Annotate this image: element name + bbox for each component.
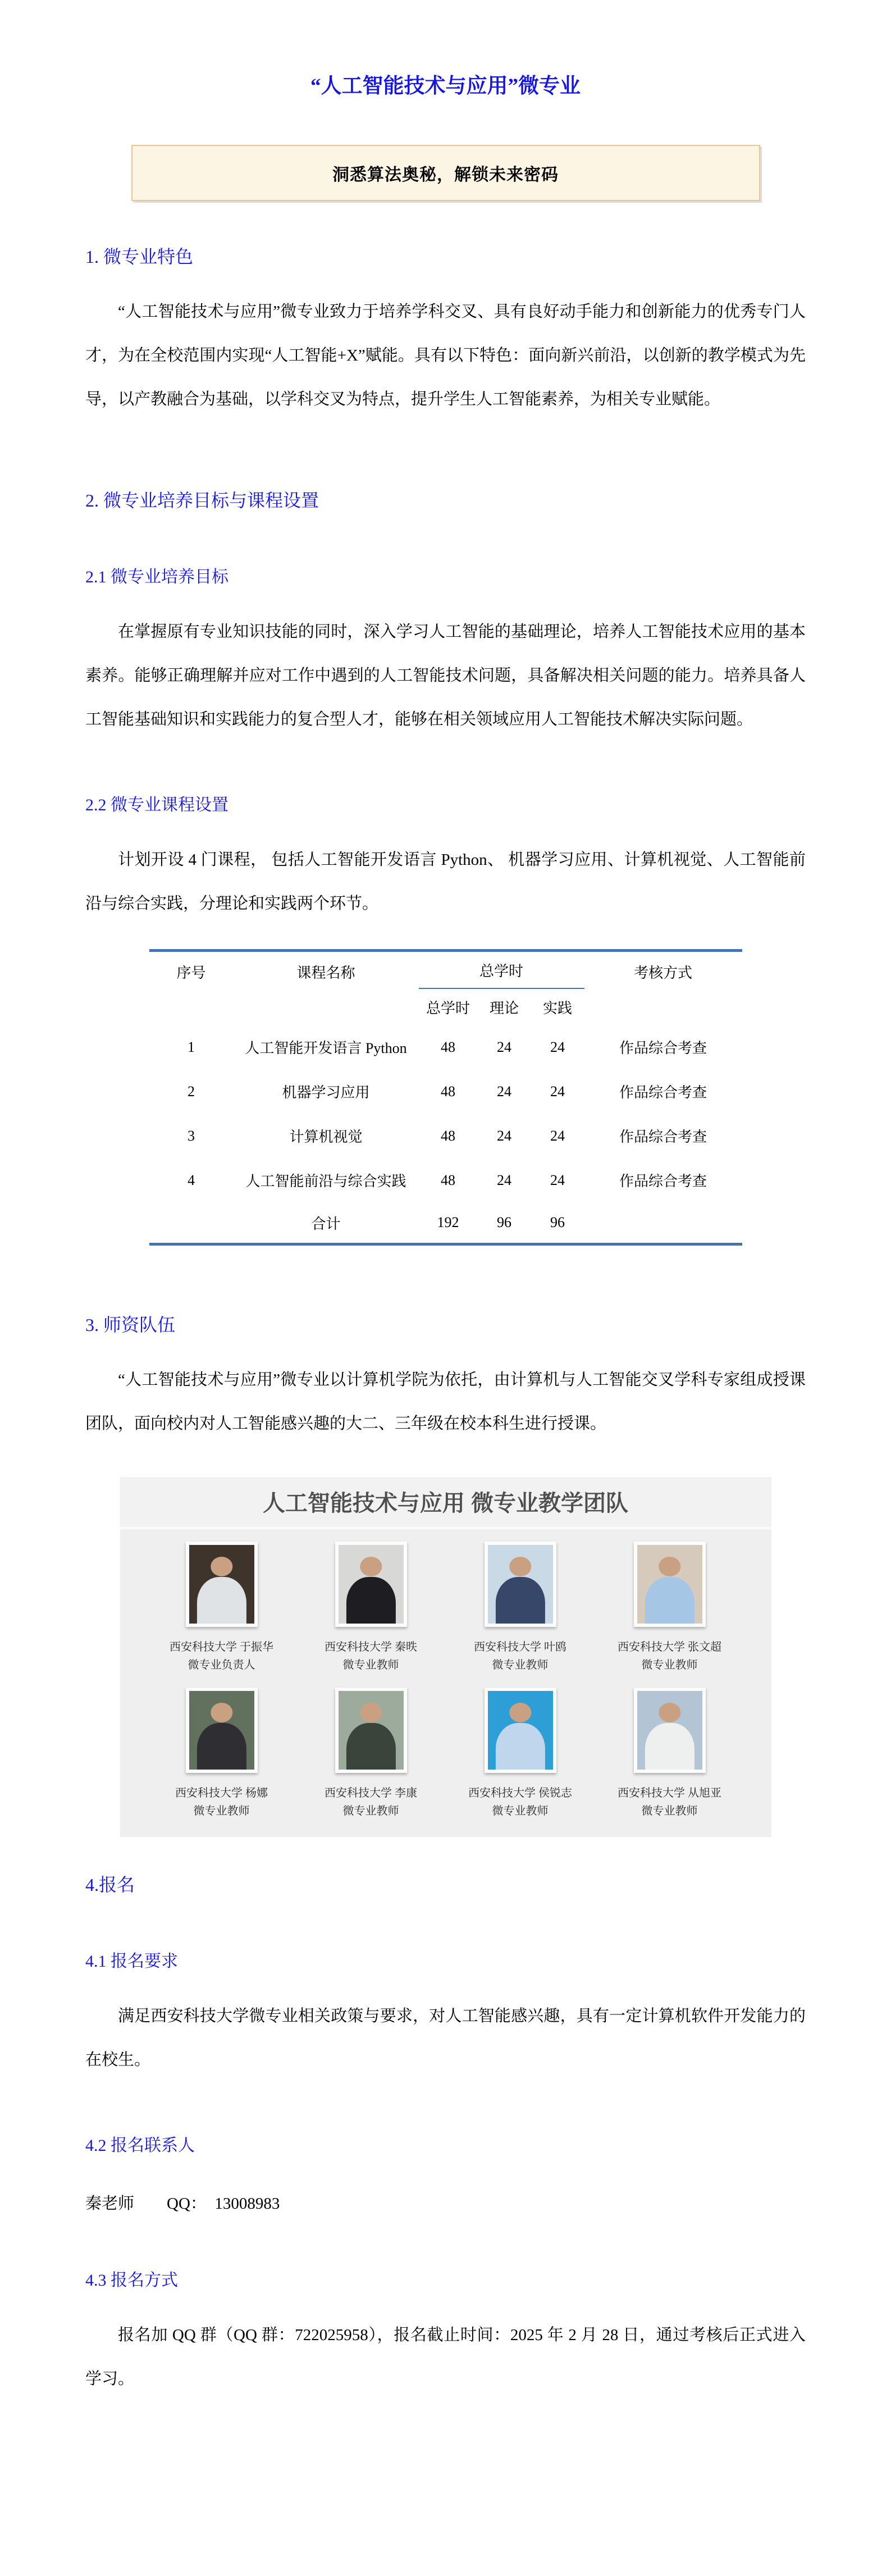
teacher-role: 微专业负责人 bbox=[188, 1659, 255, 1671]
teacher-photo bbox=[186, 1542, 258, 1627]
teacher-photo bbox=[335, 1688, 407, 1773]
course-no: 2 bbox=[188, 1083, 195, 1100]
total-label: 合计 bbox=[311, 1215, 341, 1232]
heading-registration-contact: 4.2 报名联系人 bbox=[85, 2136, 195, 2155]
total-practice-sum: 96 bbox=[550, 1214, 565, 1230]
col-header-assessment: 考核方式 bbox=[633, 965, 692, 981]
heading-registration: 4.报名 bbox=[85, 1875, 135, 1895]
course-row bbox=[149, 1114, 742, 1158]
course-row bbox=[149, 1158, 742, 1202]
teacher-photo bbox=[186, 1688, 258, 1773]
course-total-row bbox=[149, 1202, 742, 1244]
teacher-photo bbox=[485, 1688, 556, 1773]
teacher-name: 西安科技大学 侯锐志 bbox=[468, 1787, 572, 1799]
course-theory-hours: 24 bbox=[497, 1171, 511, 1188]
col-header-no: 序号 bbox=[176, 965, 206, 981]
teacher-name: 西安科技大学 秦昳 bbox=[325, 1641, 417, 1653]
teacher-card bbox=[446, 1542, 595, 1674]
heading-registration-method: 4.3 报名方式 bbox=[85, 2271, 178, 2290]
course-row bbox=[149, 1069, 742, 1114]
teacher-card bbox=[296, 1542, 446, 1674]
course-total-hours: 48 bbox=[441, 1038, 455, 1055]
course-theory-hours: 24 bbox=[497, 1038, 511, 1055]
person-portrait-placeholder bbox=[488, 1545, 553, 1624]
teacher-name: 西安科技大学 从旭亚 bbox=[618, 1787, 721, 1799]
person-portrait-placeholder bbox=[189, 1545, 254, 1624]
paragraph-course-setup: 计划开设 4 门课程， 包括人工智能开发语言 Python、 机器学习应用、计算机视觉、人工智能前沿与综合实践，分理论和实践两个环节。 bbox=[85, 851, 806, 913]
course-assessment: 作品综合考查 bbox=[619, 1040, 707, 1056]
teacher-card bbox=[147, 1542, 296, 1674]
person-portrait-placeholder bbox=[339, 1691, 404, 1770]
person-portrait-placeholder bbox=[339, 1545, 404, 1624]
team-grid bbox=[120, 1529, 771, 1822]
heading-registration-requirements: 4.1 报名要求 bbox=[85, 1952, 178, 1971]
teacher-photo bbox=[335, 1542, 407, 1627]
person-portrait-placeholder bbox=[637, 1691, 702, 1770]
total-theory-sum: 96 bbox=[497, 1214, 511, 1230]
person-portrait-placeholder bbox=[189, 1691, 254, 1770]
course-row bbox=[149, 1025, 742, 1069]
course-name: 机器学习应用 bbox=[282, 1084, 370, 1101]
course-no: 4 bbox=[188, 1171, 195, 1188]
teacher-name: 西安科技大学 叶鸥 bbox=[474, 1641, 566, 1653]
teacher-role: 微专业教师 bbox=[492, 1659, 549, 1671]
teacher-role: 微专业教师 bbox=[641, 1659, 698, 1671]
course-total-hours: 48 bbox=[441, 1171, 455, 1188]
person-portrait-placeholder bbox=[637, 1545, 702, 1624]
course-table bbox=[149, 949, 742, 1246]
teacher-photo bbox=[485, 1542, 556, 1627]
course-name: 人工智能开发语言 Python bbox=[245, 1040, 407, 1056]
teacher-photo bbox=[634, 1542, 706, 1627]
paragraph-training-goals: 在掌握原有专业知识技能的同时，深入学习人工智能的基础理论，培养人工智能技术应用的基本素养。能够正确理解并应对工作中遇到的人工智能技术问题，具备解决相关问题的能力。培养具备人工智能基础知识和实践能力的复合型人才，能够在相关领域应用人工智能技术解决实际问题。 bbox=[85, 623, 806, 728]
course-name: 计算机视觉 bbox=[289, 1129, 363, 1145]
course-theory-hours: 24 bbox=[497, 1127, 511, 1144]
course-table-header-row bbox=[149, 951, 742, 989]
col-header-hours-group: 总学时 bbox=[419, 951, 584, 989]
course-name: 人工智能前沿与综合实践 bbox=[245, 1173, 406, 1189]
col-subheader-theory: 理论 bbox=[489, 1000, 519, 1016]
course-practice-hours: 24 bbox=[550, 1127, 565, 1144]
team-title: 人工智能技术与应用 微专业教学团队 bbox=[120, 1477, 771, 1529]
course-no: 1 bbox=[188, 1038, 195, 1055]
teacher-role: 微专业教师 bbox=[641, 1805, 698, 1817]
teacher-name: 西安科技大学 杨娜 bbox=[175, 1787, 268, 1799]
heading-training-goals: 2.1 微专业培养目标 bbox=[85, 568, 229, 586]
teacher-role: 微专业教师 bbox=[342, 1659, 399, 1671]
course-assessment: 作品综合考查 bbox=[619, 1084, 707, 1101]
slogan-text: 洞悉算法奥秘，解锁未来密码 bbox=[332, 166, 559, 184]
teacher-photo bbox=[634, 1688, 706, 1773]
person-portrait-placeholder bbox=[488, 1691, 553, 1770]
course-practice-hours: 24 bbox=[550, 1038, 565, 1055]
total-hours-sum: 192 bbox=[437, 1214, 459, 1230]
teacher-card bbox=[296, 1688, 446, 1820]
course-assessment: 作品综合考查 bbox=[619, 1129, 707, 1145]
page-title: “人工智能技术与应用”微专业 bbox=[310, 75, 581, 98]
contact-line: 秦老师 QQ： 13008983 bbox=[85, 2195, 280, 2213]
slogan-banner bbox=[131, 145, 760, 201]
heading-features: 1. 微专业特色 bbox=[85, 247, 194, 267]
course-practice-hours: 24 bbox=[550, 1171, 565, 1188]
paragraph-faculty: “人工智能技术与应用”微专业以计算机学院为依托，由计算机与人工智能交叉学科专家组成授课团队，面向校内对人工智能感兴趣的大二、三年级在校本科生进行授课。 bbox=[85, 1371, 806, 1433]
empty-cell bbox=[584, 1202, 742, 1244]
course-no: 3 bbox=[188, 1127, 195, 1144]
teacher-card bbox=[595, 1688, 744, 1820]
paragraph-features: “人工智能技术与应用”微专业致力于培养学科交叉、具有良好动手能力和创新能力的优秀专门人才，为在全校范围内实现“人工智能+X”赋能。具有以下特色：面向新兴前沿，以创新的教学模式为先导，以产教融合为基础，以学科交叉为特点，提升学生人工智能素养，为相关专业赋能。 bbox=[85, 303, 806, 408]
teacher-role: 微专业教师 bbox=[492, 1805, 549, 1817]
teacher-card bbox=[446, 1688, 595, 1820]
teacher-role: 微专业教师 bbox=[193, 1805, 250, 1817]
col-header-course: 课程名称 bbox=[296, 965, 355, 981]
empty-cell bbox=[149, 1202, 234, 1244]
teacher-card bbox=[595, 1542, 744, 1674]
teacher-name: 西安科技大学 李康 bbox=[325, 1787, 417, 1799]
heading-course-setup: 2.2 微专业课程设置 bbox=[85, 796, 229, 814]
paragraph-registration-requirements: 满足西安科技大学微专业相关政策与要求，对人工智能感兴趣，具有一定计算机软件开发能力的在校生。 bbox=[85, 2007, 806, 2069]
course-theory-hours: 24 bbox=[497, 1083, 511, 1100]
course-total-hours: 48 bbox=[441, 1083, 455, 1100]
paragraph-registration-method: 报名加 QQ 群（QQ 群：722025958），报名截止时间：2025 年 2 月 28 日，通过考核后正式进入学习。 bbox=[85, 2326, 806, 2388]
heading-faculty: 3. 师资队伍 bbox=[85, 1315, 176, 1335]
course-practice-hours: 24 bbox=[550, 1083, 565, 1100]
course-assessment: 作品综合考查 bbox=[619, 1173, 707, 1189]
teacher-card bbox=[147, 1688, 296, 1820]
teacher-role: 微专业教师 bbox=[342, 1805, 399, 1817]
col-subheader-total: 总学时 bbox=[426, 1000, 470, 1016]
course-total-hours: 48 bbox=[441, 1127, 455, 1144]
teacher-name: 西安科技大学 于振华 bbox=[170, 1641, 273, 1653]
teacher-name: 西安科技大学 张文超 bbox=[618, 1641, 721, 1653]
heading-goals-courses: 2. 微专业培养目标与课程设置 bbox=[85, 490, 319, 510]
teaching-team-figure bbox=[120, 1477, 771, 1837]
col-subheader-practice: 实践 bbox=[542, 1000, 572, 1016]
